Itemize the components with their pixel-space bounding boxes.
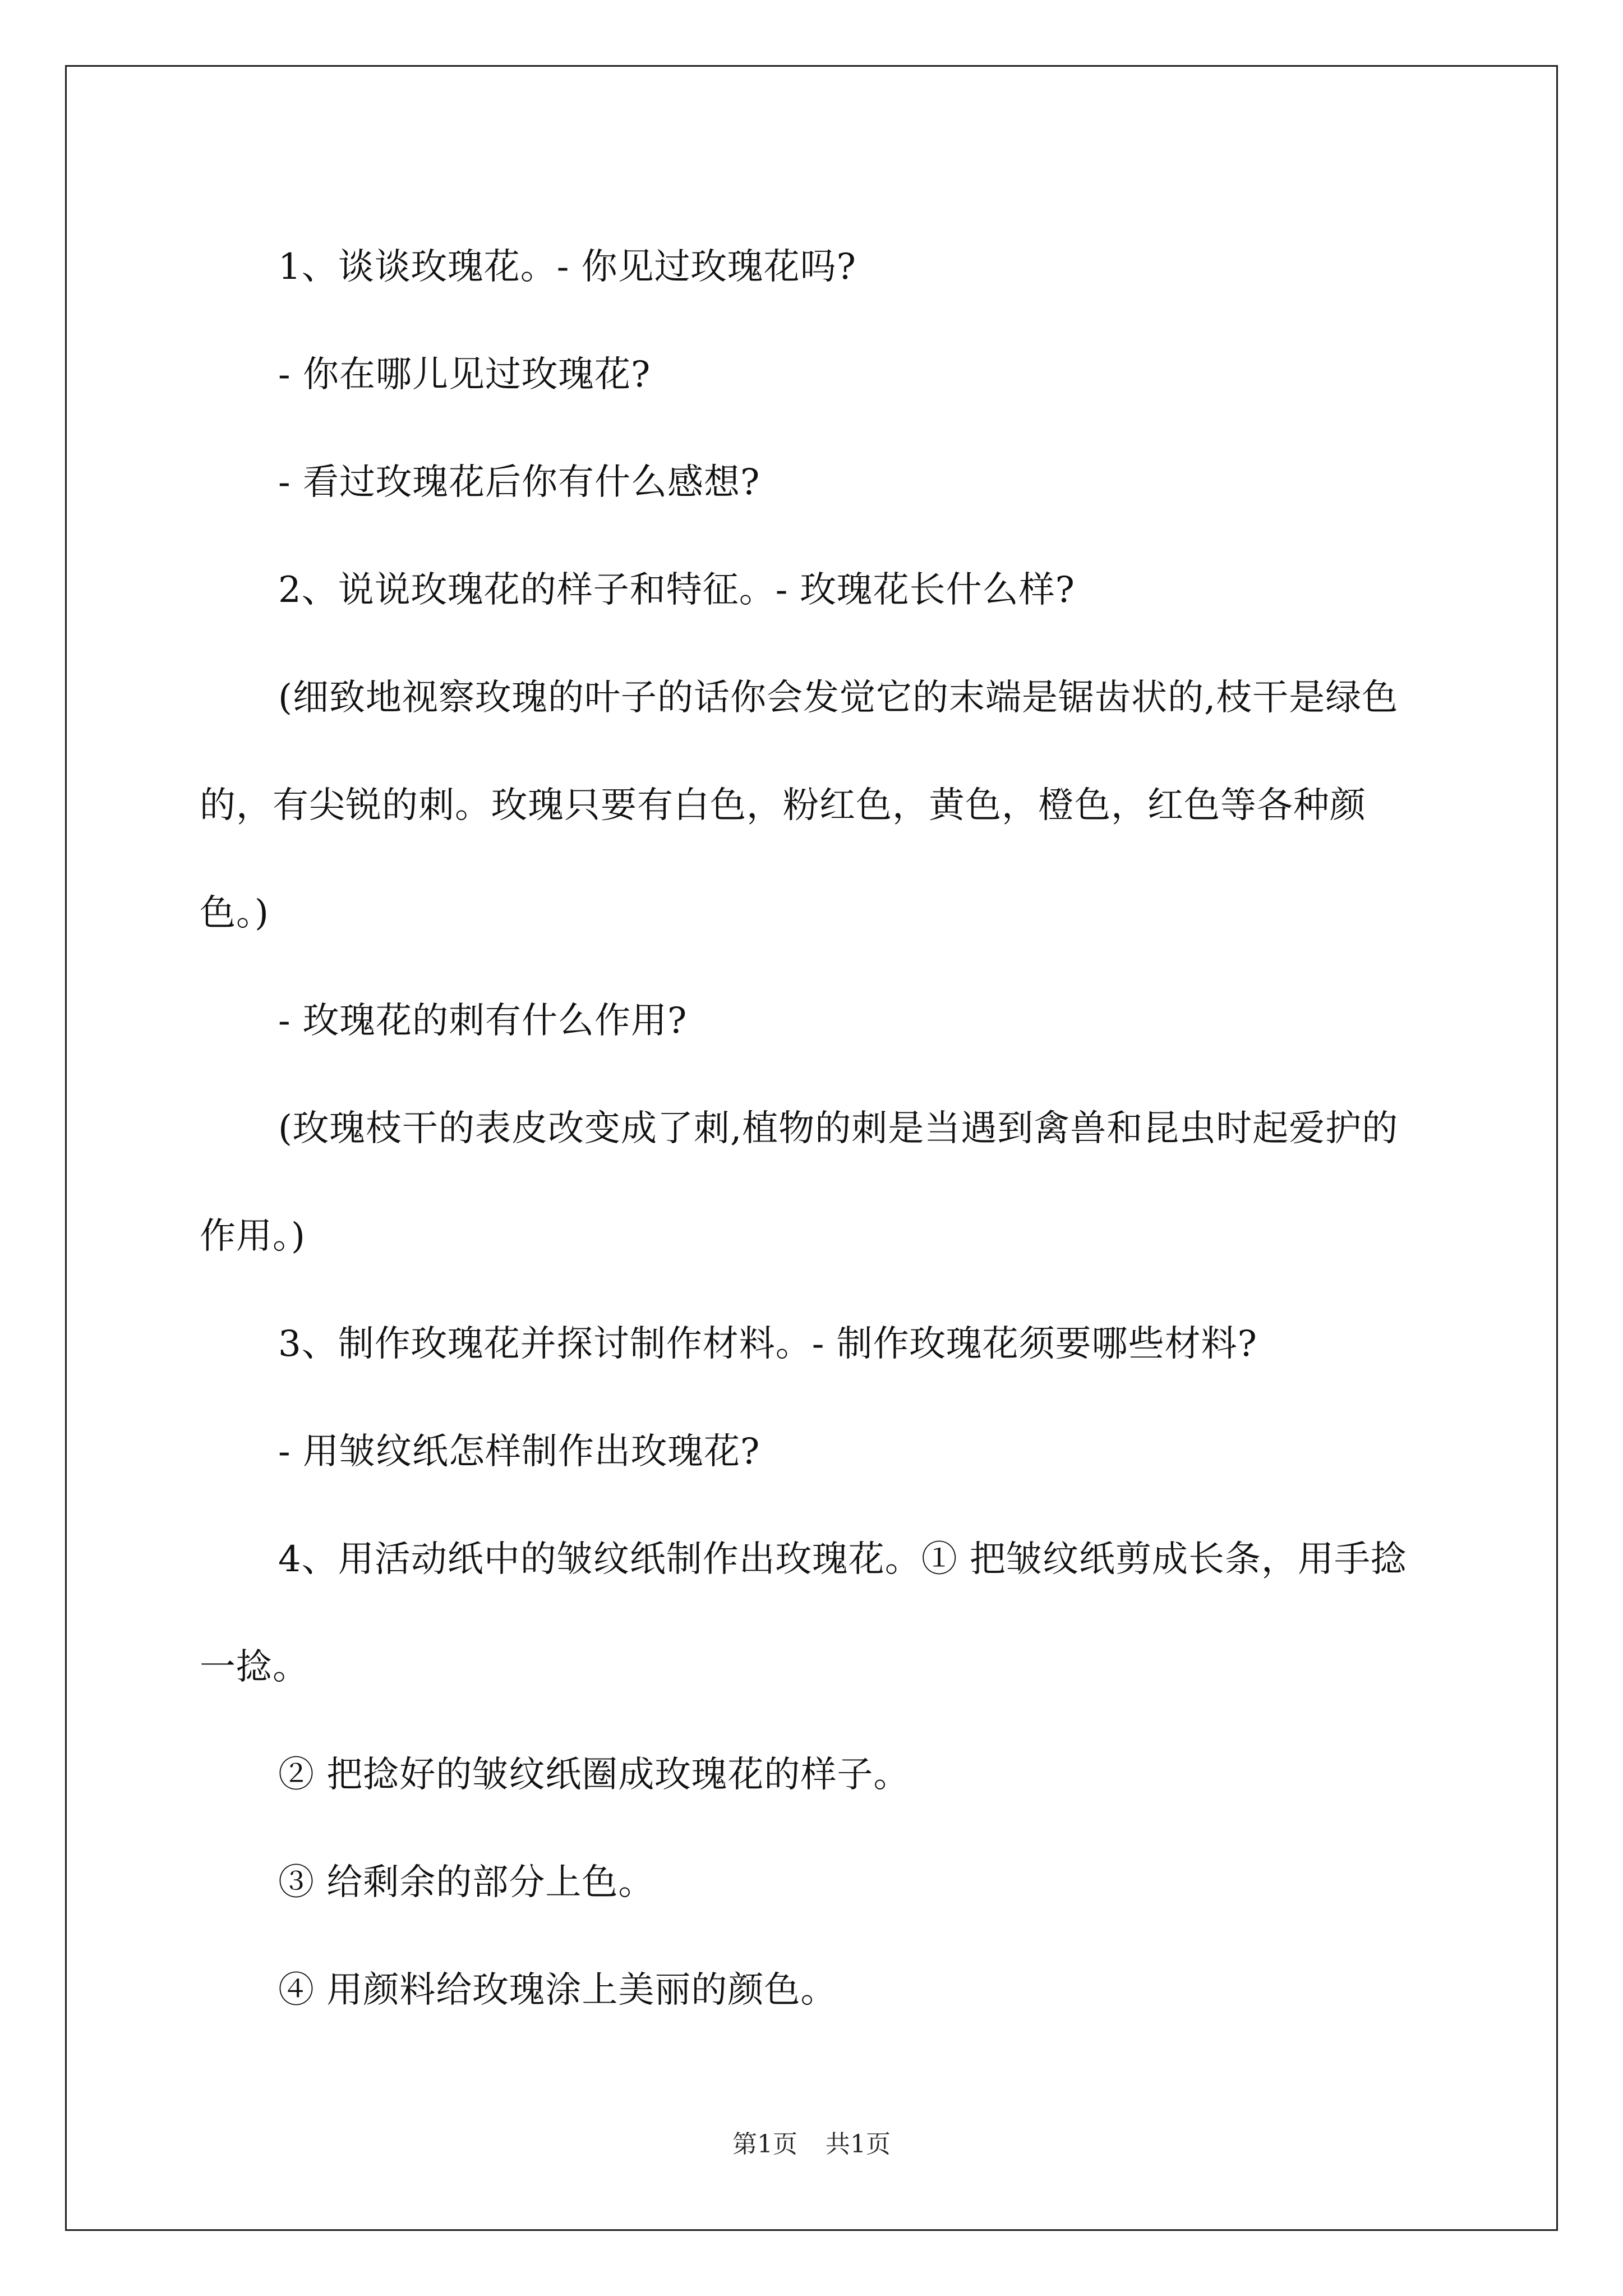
document-body bbox=[200, 213, 1433, 2044]
paragraph-12: ③ 给剩余的部分上色。 bbox=[278, 1862, 655, 1903]
page-number-current: 第1页 bbox=[732, 2130, 797, 2159]
paragraph-9: - 用皱纹纸怎样制作出玫瑰花? bbox=[278, 1431, 760, 1473]
paragraph-1: 1、谈谈玫瑰花。- 你见过玫瑰花吗? bbox=[278, 246, 856, 288]
paragraph-10: 4、用活动纸中的皱纹纸制作出玫瑰花。① 把皱纹纸剪成长条，用手捻一捻。 bbox=[200, 1539, 1408, 1688]
page-footer bbox=[0, 2128, 1623, 2161]
paragraph-3: - 看过玫瑰花后你有什么感想? bbox=[278, 462, 760, 503]
paragraph-6: - 玫瑰花的刺有什么作用? bbox=[278, 1000, 688, 1042]
paragraph-4: 2、说说玫瑰花的样子和特征。- 玫瑰花长什么样? bbox=[278, 569, 1075, 611]
page-number-total: 共1页 bbox=[826, 2130, 891, 2159]
paragraph-13: ④ 用颜料给玫瑰涂上美丽的颜色。 bbox=[278, 1970, 837, 2011]
paragraph-7: (玫瑰枝干的表皮改变成了刺,植物的刺是当遇到禽兽和昆虫时起爱护的作用。) bbox=[200, 1108, 1399, 1257]
paragraph-5: (细致地视察玫瑰的叶子的话你会发觉它的末端是锯齿状的,枝干是绿色的，有尖锐的刺。玫瑰只要有白色，粉红色，黄色，橙色，红色等各种颜色。) bbox=[200, 677, 1399, 934]
paragraph-8: 3、制作玫瑰花并探讨制作材料。- 制作玫瑰花须要哪些材料? bbox=[278, 1323, 1257, 1365]
paragraph-2: - 你在哪儿见过玫瑰花? bbox=[278, 354, 651, 395]
paragraph-11: ② 把捻好的皱纹纸圈成玫瑰花的样子。 bbox=[278, 1754, 910, 1796]
